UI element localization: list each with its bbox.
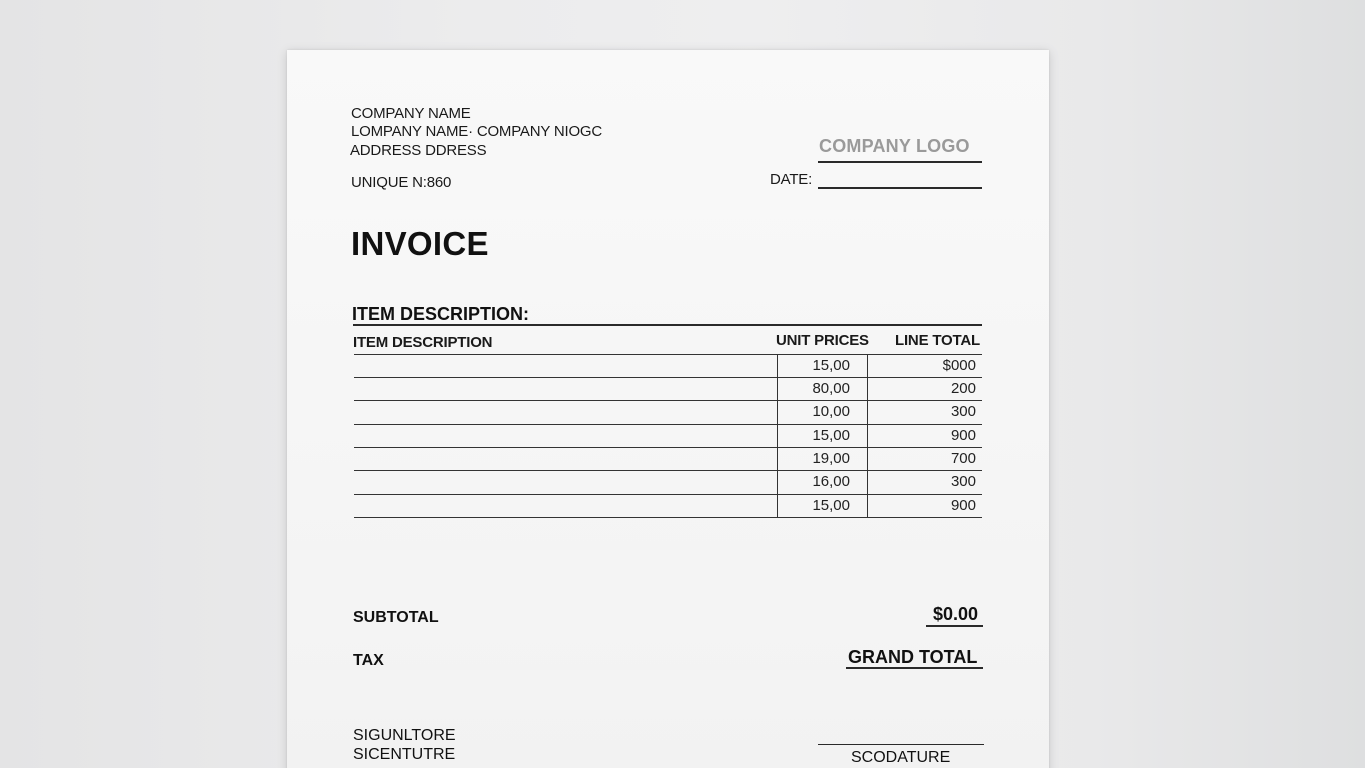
signature-caption: SCODATURE bbox=[851, 749, 951, 766]
table-rule bbox=[354, 400, 982, 401]
subtotal-value: $0.00 bbox=[933, 604, 979, 624]
unit-price-cell: 16,00 bbox=[812, 473, 850, 490]
page-title: INVOICE bbox=[351, 225, 489, 262]
table-rule bbox=[354, 447, 982, 448]
company-name-line-2: LOMPANY NAME· COMPANY NIOGC bbox=[351, 123, 603, 140]
invoice-paper bbox=[287, 50, 1049, 768]
unit-price-cell: 15,00 bbox=[812, 357, 850, 374]
line-total-cell: 200 bbox=[950, 380, 976, 397]
line-total-cell: 900 bbox=[950, 497, 976, 514]
table-rule bbox=[354, 424, 982, 425]
column-header-unit-prices: UNIT PRICES bbox=[776, 332, 869, 349]
table-rule bbox=[354, 494, 982, 495]
column-header-description: ITEM DESCRIPTION bbox=[353, 334, 493, 351]
section-rule bbox=[353, 324, 982, 326]
table-rule bbox=[354, 377, 982, 378]
line-total-cell: 900 bbox=[950, 427, 976, 444]
signature-line bbox=[818, 744, 984, 745]
signature-label: SIGUNLTORE bbox=[353, 727, 456, 744]
unique-number: UNIQUE N:860 bbox=[351, 174, 452, 191]
unit-price-cell: 19,00 bbox=[812, 450, 850, 467]
line-total-cell: $000 bbox=[942, 357, 976, 374]
grand-total-underline bbox=[846, 667, 983, 669]
line-total-cell: 300 bbox=[950, 473, 976, 490]
company-logo: COMPANY LOGO bbox=[819, 136, 970, 156]
line-total-cell: 300 bbox=[950, 403, 976, 420]
date-field-line bbox=[818, 187, 982, 189]
unit-price-cell: 10,00 bbox=[812, 403, 850, 420]
line-total-cell: 700 bbox=[950, 450, 976, 467]
unit-price-cell: 80,00 bbox=[812, 380, 850, 397]
column-divider bbox=[867, 354, 868, 518]
table-rule bbox=[354, 517, 982, 518]
company-address: ADDRESS DDRESS bbox=[350, 142, 487, 159]
column-divider bbox=[777, 354, 778, 518]
subtotal-underline bbox=[926, 625, 983, 627]
unit-price-cell: 15,00 bbox=[812, 497, 850, 514]
signature-label-2: SICENTUTRE bbox=[353, 746, 456, 763]
date-label: DATE: bbox=[770, 171, 813, 188]
items-table bbox=[354, 354, 982, 518]
table-rule bbox=[354, 470, 982, 471]
column-header-line-total: LINE TOTAL bbox=[895, 332, 980, 349]
item-description-heading: ITEM DESCRIPTION: bbox=[352, 304, 530, 324]
unit-price-cell: 15,00 bbox=[812, 427, 850, 444]
subtotal-label: SUBTOTAL bbox=[353, 609, 439, 626]
grand-total-label: GRAND TOTAL bbox=[848, 647, 978, 667]
table-rule bbox=[354, 354, 982, 355]
company-name: COMPANY NAME bbox=[351, 105, 471, 122]
tax-label: TAX bbox=[353, 652, 384, 669]
logo-underline bbox=[818, 161, 982, 163]
